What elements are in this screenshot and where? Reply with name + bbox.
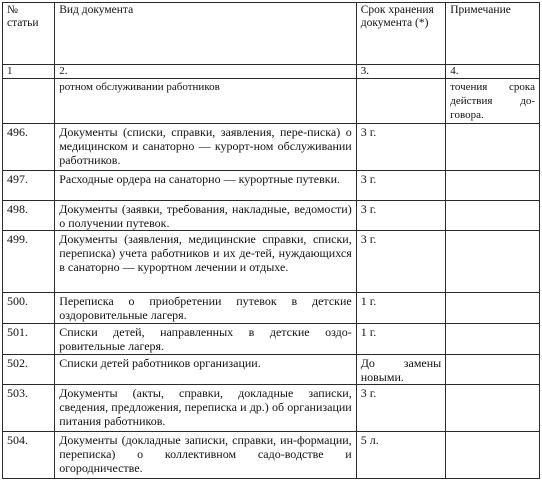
note (446, 201, 540, 231)
article-number: 503. (3, 385, 55, 432)
document-type: Документы (акты, справки, докладные записки, сведения, предложения, переписка и др.) об организации питания работников. (55, 385, 357, 432)
note (446, 293, 540, 324)
retention-period (356, 79, 446, 124)
document-type: Документы (заявления, медицинские справки, списки, переписка) учета работников и их де-тей, нуждающихся в санаторно — курортном лечении и отдыхе. (55, 231, 357, 293)
retention-period: 3 г. (356, 201, 446, 231)
retention-period: 1 г. (356, 293, 446, 324)
note (446, 432, 540, 479)
retention-period: 5 л. (356, 432, 446, 479)
document-type: Документы (списки, справки, заявления, пере-писка) о медицинском и санаторно — курорт-ном обслуживании работников. (55, 124, 357, 171)
table-row (3, 355, 540, 385)
document-type: ротном обслуживании работников (55, 79, 357, 124)
table-row (3, 124, 540, 171)
header-row (3, 3, 540, 65)
table-header (3, 3, 540, 65)
note (446, 124, 540, 171)
table-row (3, 171, 540, 201)
header-article-number: № статьи (3, 3, 55, 65)
article-number: 497. (3, 171, 55, 201)
retention-period: 1 г. (356, 324, 446, 355)
note (446, 171, 540, 201)
note (446, 385, 540, 432)
article-number: 500. (3, 293, 55, 324)
article-number: 502. (3, 355, 55, 385)
retention-period: 3 г. (356, 385, 446, 432)
column-number-4: 4. (446, 65, 540, 79)
table-body (3, 65, 540, 479)
article-number: 501. (3, 324, 55, 355)
document-type: Документы (докладные записки, справки, ин-формации, переписка) о коллективном садо-водстве и огородничестве. (55, 432, 357, 479)
article-number: 499. (3, 231, 55, 293)
article-number: 498. (3, 201, 55, 231)
retention-table (2, 2, 540, 479)
column-number-1: 1 (3, 65, 55, 79)
table-row (3, 432, 540, 479)
header-note: Примечание (446, 3, 540, 65)
retention-period: 3 г. (356, 171, 446, 201)
table-row (3, 324, 540, 355)
column-number-row (3, 65, 540, 79)
document-type: Документы (заявки, требования, накладные, ведомости) о получении путевок. (55, 201, 357, 231)
retention-period: 3 г. (356, 124, 446, 171)
table-row (3, 79, 540, 124)
note (446, 231, 540, 293)
article-number (3, 79, 55, 124)
document-type: Списки детей, направленных в детские оздо-ровительные лагеря. (55, 324, 357, 355)
article-number: 496. (3, 124, 55, 171)
table-row (3, 201, 540, 231)
header-document-type: Вид документа (55, 3, 357, 65)
document-type: Расходные ордера на санаторно — курортные путевки. (55, 171, 357, 201)
article-number: 504. (3, 432, 55, 479)
document-type: Списки детей работников организации. (55, 355, 357, 385)
table-row (3, 231, 540, 293)
column-number-2: 2. (55, 65, 357, 79)
column-number-3: 3. (356, 65, 446, 79)
header-retention-period: Срок хранения документа (*) (356, 3, 446, 65)
retention-period: 3 г. (356, 231, 446, 293)
retention-period: До замены новыми. (356, 355, 446, 385)
table-row (3, 293, 540, 324)
table-row (3, 385, 540, 432)
document-type: Переписка о приобретении путевок в детские оздоровительные лагеря. (55, 293, 357, 324)
note (446, 355, 540, 385)
note (446, 324, 540, 355)
note: точения срока действия до-говора. (446, 79, 540, 124)
